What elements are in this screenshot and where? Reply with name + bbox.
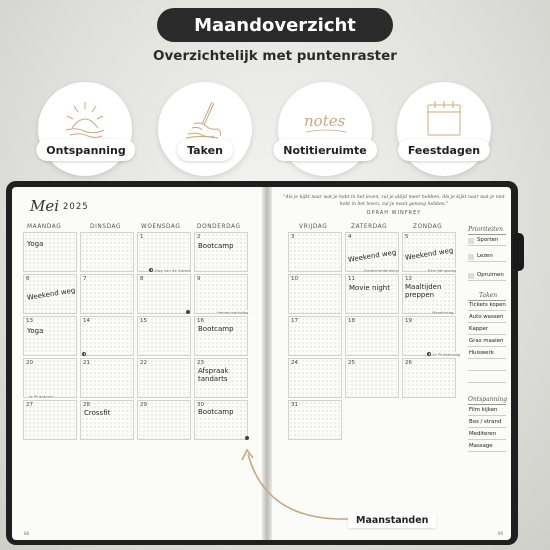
dayhead-zondag: ZONDAG <box>413 224 443 230</box>
day-number: 11 <box>348 276 355 282</box>
day-number: 24 <box>291 360 298 366</box>
dayhead-donderdag: DONDERDAG <box>197 224 241 230</box>
entry-weekend-weg: Weekend weg <box>26 286 76 302</box>
entry-afspraak-tandarts: Afspraak tandarts <box>198 367 229 383</box>
entry-crossfit: Crossfit <box>84 409 111 417</box>
page-number-right: 89 <box>498 531 504 536</box>
day-number: 19 <box>405 318 412 324</box>
entry-weekend-weg: Weekend weg <box>347 248 397 264</box>
page-title: Maandoverzicht <box>157 8 393 42</box>
writing-hand-icon <box>180 94 230 144</box>
moon-phase-icon <box>82 352 86 356</box>
day-number: 27 <box>26 402 33 408</box>
feature-label-ontspanning: Ontspanning <box>36 139 135 161</box>
holiday-note: Hemelvaartsdag <box>217 310 249 315</box>
feature-label-notitieruimte: Notitieruimte <box>273 139 377 161</box>
day-number: 18 <box>348 318 355 324</box>
task-item[interactable]: Auto wassen <box>468 314 506 323</box>
checkbox-icon[interactable] <box>468 254 474 260</box>
priority-item[interactable]: Sporten <box>468 237 506 246</box>
holiday-note: Bevrijdingsdag <box>428 268 457 273</box>
relax-item[interactable]: Bos / strand <box>468 419 506 428</box>
moon-phase-icon <box>245 436 249 440</box>
entry-bootcamp: Bootcamp <box>198 242 234 250</box>
day-number: 17 <box>291 318 298 324</box>
feature-feestdagen <box>397 82 491 176</box>
relax-item[interactable]: Mediteren <box>468 431 506 440</box>
day-number: 2 <box>197 234 201 240</box>
moon-phase-icon <box>427 352 431 356</box>
day-number: 13 <box>26 318 33 324</box>
dayhead-woensdag: WOENSDAG <box>141 224 181 230</box>
dayhead-dinsdag: DINSDAG <box>90 224 122 230</box>
day-number: 30 <box>197 402 204 408</box>
day-cell[interactable] <box>80 274 134 314</box>
holiday-note: Dag van de Arbeid <box>155 268 191 273</box>
day-number: 25 <box>348 360 355 366</box>
feature-label-feestdagen: Feestdagen <box>398 139 490 161</box>
checkbox-icon[interactable] <box>468 273 474 279</box>
day-number: 6 <box>26 276 30 282</box>
holiday-note: Moederdag <box>432 310 454 315</box>
day-number: 26 <box>405 360 412 366</box>
calendar-icon <box>419 94 469 144</box>
task-item[interactable]: Huiswerk <box>468 350 506 359</box>
priority-item[interactable]: Lezen <box>468 253 506 262</box>
relax-item[interactable]: Film kijken <box>468 407 506 416</box>
day-number: 5 <box>405 234 409 240</box>
day-cell[interactable] <box>137 274 191 314</box>
entry-yoga: Yoga <box>27 240 44 248</box>
feature-label-taken: Taken <box>177 139 233 161</box>
section-ontspanning: Ontspanning <box>468 396 508 403</box>
dayhead-vrijdag: VRIJDAG <box>299 224 328 230</box>
day-cell[interactable] <box>137 232 191 272</box>
year-label: 2025 <box>63 202 89 212</box>
day-number: 9 <box>197 276 201 282</box>
feature-notitieruimte <box>278 82 372 176</box>
feature-taken <box>158 82 252 176</box>
day-cell[interactable] <box>80 232 134 272</box>
moon-phase-icon <box>149 268 153 272</box>
bookmark-ribbon[interactable] <box>513 233 524 271</box>
day-number: 1 <box>140 234 144 240</box>
feature-ontspanning <box>38 82 132 176</box>
callout-arrow-icon <box>236 446 352 526</box>
quote-author: OPRAH WINFREY <box>366 210 422 216</box>
task-item[interactable]: Gras maaien <box>468 338 506 347</box>
section-divider <box>468 234 506 235</box>
relax-item[interactable]: Massage <box>468 443 506 452</box>
dayhead-zaterdag: ZATERDAG <box>351 224 388 230</box>
holiday-note: 1e Pinksteren <box>28 394 54 399</box>
checkbox-icon[interactable] <box>468 238 474 244</box>
day-number: 15 <box>140 318 147 324</box>
day-number: 8 <box>140 276 144 282</box>
task-item[interactable]: Tickets kopen <box>468 302 506 311</box>
holiday-note: 2e Pinksterdag <box>432 352 461 357</box>
day-number: 4 <box>348 234 352 240</box>
entry-maaltijden-preppen: Maaltijden preppen <box>405 283 442 299</box>
callout-maanstanden: Maanstanden <box>348 513 436 528</box>
day-number: 20 <box>26 360 33 366</box>
dayhead-maandag: MAANDAG <box>27 224 62 230</box>
day-number: 16 <box>197 318 204 324</box>
entry-weekend-weg: Weekend weg <box>404 246 454 262</box>
section-divider <box>468 404 506 405</box>
notes-script-text: notes <box>304 112 346 130</box>
task-item[interactable] <box>468 374 506 383</box>
day-number: 12 <box>405 276 412 282</box>
task-item[interactable] <box>468 362 506 371</box>
entry-bootcamp: Bootcamp <box>198 325 234 333</box>
day-number: 31 <box>291 402 298 408</box>
day-cell[interactable] <box>23 232 77 272</box>
day-number: 7 <box>83 276 87 282</box>
task-item[interactable]: Kapper <box>468 326 506 335</box>
section-taken: Taken <box>479 292 498 299</box>
day-number: 29 <box>140 402 147 408</box>
month-title: Mei <box>30 197 60 215</box>
page-subtitle: Overzichtelijk met puntenraster <box>153 48 397 64</box>
priority-item[interactable]: Opruimen <box>468 272 506 281</box>
day-number: 21 <box>83 360 90 366</box>
day-cell[interactable] <box>194 232 248 272</box>
day-number: 23 <box>197 360 204 366</box>
sunset-icon <box>60 94 110 144</box>
section-prioriteiten: Prioriteiten <box>468 226 503 233</box>
day-number: 14 <box>83 318 90 324</box>
entry-yoga: Yoga <box>27 327 44 335</box>
day-cell[interactable] <box>194 274 248 314</box>
day-number: 28 <box>83 402 90 408</box>
page-number-left: 88 <box>24 531 30 536</box>
section-divider <box>468 300 506 301</box>
day-cell[interactable] <box>288 232 342 272</box>
holiday-note: Dodenherdenking <box>364 268 398 273</box>
quote-text: "Als je kijkt naar wat je hebt in het leven, zul je altijd meer hebben. Als je kijkt naar wat je niet hebt in het leven, zul je nooit genoeg hebben." <box>283 195 505 207</box>
day-number: 22 <box>140 360 147 366</box>
entry-bootcamp: Bootcamp <box>198 408 234 416</box>
moon-phase-icon <box>186 310 190 314</box>
day-number: 3 <box>291 234 295 240</box>
day-number: 10 <box>291 276 298 282</box>
entry-movie-night: Movie night <box>349 284 390 292</box>
